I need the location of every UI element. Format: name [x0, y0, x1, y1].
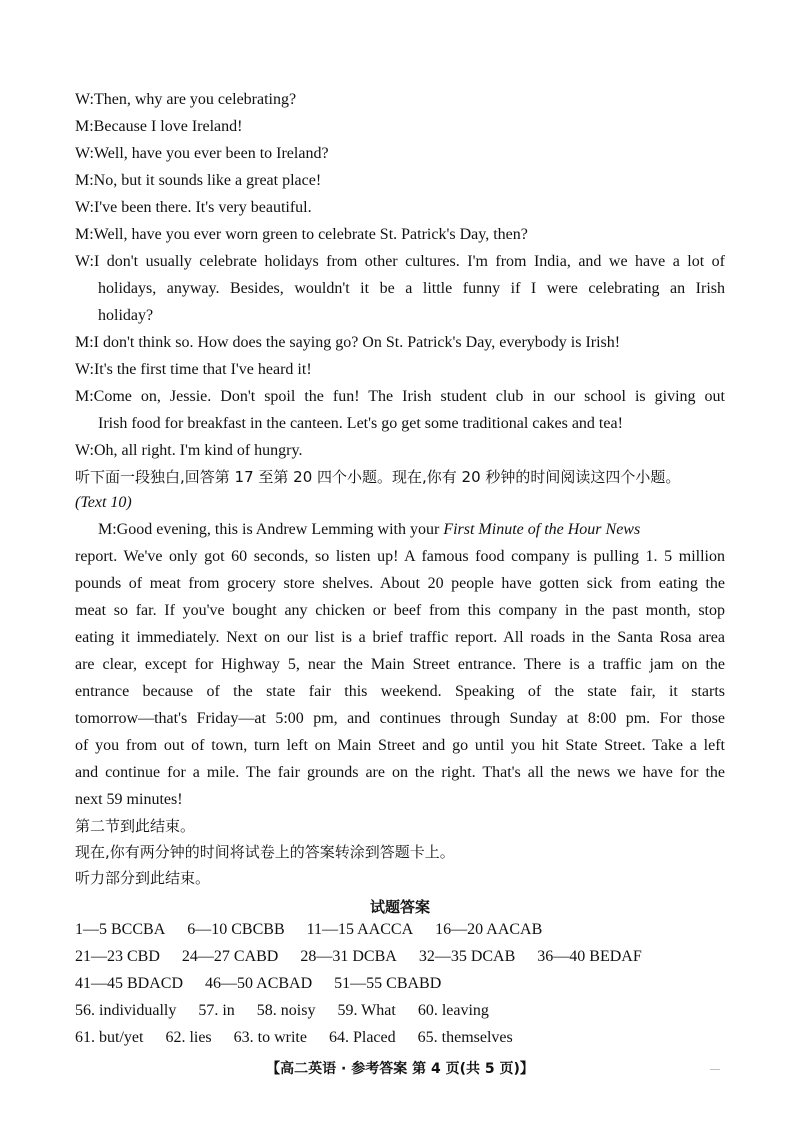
- answer-group: 28—31 DCBA: [300, 948, 397, 965]
- dialogue-line: W:Well, have you ever been to Ireland?: [75, 145, 329, 162]
- answers-title: 试题答案: [369, 898, 430, 916]
- answer-row: [75, 1001, 511, 1021]
- answer-item: 62. lies: [165, 1029, 212, 1046]
- page-footer: 【高二英语 · 参考答案 第 4 页(共 5 页)】: [266, 1061, 534, 1077]
- dialogue-line: W:I've been there. It's very beautiful.: [75, 199, 312, 216]
- dialogue-line: M:I don't think so. How does the saying go? On St. Patrick's Day, everybody is Irish!: [75, 334, 621, 351]
- monologue-line: next 59 minutes!: [75, 791, 183, 808]
- answer-group: 46—50 ACBAD: [205, 975, 313, 992]
- answer-row: [75, 920, 564, 940]
- monologue-line: tomorrow—that's Friday—at 5:00 pm, and continues through Sunday at 8:00 pm. For those: [75, 710, 725, 727]
- answer-item: 64. Placed: [328, 1029, 396, 1046]
- answer-item: 61. but/yet: [75, 1029, 144, 1046]
- monologue-line: are clear, except for Highway 5, near the Main Street entrance. There is a traffic jam on the: [75, 656, 725, 673]
- answer-group: 21—23 CBD: [75, 948, 160, 965]
- answer-group: 32—35 DCAB: [418, 948, 516, 965]
- answer-group: 16—20 AACAB: [435, 921, 543, 938]
- answer-item: 65. themselves: [417, 1029, 513, 1046]
- answer-item: 60. leaving: [417, 1002, 489, 1019]
- monologue-line: entrance because of the state fair this weekend. Speaking of the state fair, it starts: [75, 683, 725, 700]
- dialogue-line: M:Because I love Ireland!: [75, 118, 243, 135]
- news-title: First Minute of the Hour News: [443, 521, 641, 538]
- dialogue-line: W:I don't usually celebrate holidays from other cultures. I'm from India, and we have a lot of: [75, 253, 725, 270]
- monologue-start: M:Good evening, this is Andrew Lemming with your: [98, 521, 444, 538]
- answer-row: [75, 974, 463, 994]
- dialogue-line: holiday?: [98, 307, 154, 324]
- corner-mark: —: [710, 1064, 720, 1075]
- answer-group: 11—15 AACCA: [306, 921, 414, 938]
- listening-end-note: 听力部分到此结束。: [75, 869, 211, 887]
- monologue-line: pounds of meat from grocery store shelves. About 20 people have gotten sick from eating the: [75, 575, 725, 592]
- transfer-answers-note: 现在,你有两分钟的时间将试卷上的答案转涂到答题卡上。: [75, 843, 455, 861]
- answer-item: 56. individually: [75, 1002, 177, 1019]
- dialogue-line: holidays, anyway. Besides, wouldn't it be a little funny if I were celebrating an Irish: [98, 280, 725, 297]
- dialogue-line: M:Well, have you ever worn green to celebrate St. Patrick's Day, then?: [75, 226, 528, 243]
- dialogue-line: W:Oh, all right. I'm kind of hungry.: [75, 442, 303, 459]
- dialogue-line: W:Then, why are you celebrating?: [75, 91, 297, 108]
- text10-label: (Text 10): [75, 494, 132, 511]
- dialogue-line: Irish food for breakfast in the canteen. Let's go get some traditional cakes and tea!: [98, 415, 623, 432]
- answer-row: [75, 947, 664, 967]
- section-end-note: 第二节到此结束。: [75, 817, 196, 835]
- monologue-line: report. We've only got 60 seconds, so listen up! A famous food company is pulling 1. 5 million: [75, 548, 725, 565]
- answer-group: 51—55 CBABD: [334, 975, 442, 992]
- text10-instruction: 听下面一段独白,回答第 17 至第 20 四个小题。现在,你有 20 秒钟的时间阅读这四个小题。: [75, 468, 681, 486]
- monologue-line: of you from out of town, turn left on Main Street and go until you hit State Street. Take a left: [75, 737, 725, 754]
- dialogue-line: M:Come on, Jessie. Don't spoil the fun! The Irish student club in our school is giving out: [75, 388, 725, 405]
- answer-group: 1—5 BCCBA: [75, 921, 166, 938]
- answer-group: 6—10 CBCBB: [187, 921, 285, 938]
- answer-row: [75, 1028, 535, 1048]
- answer-group: 41—45 BDACD: [75, 975, 184, 992]
- monologue-line: and continue for a mile. The fair grounds are on the right. That's all the news we have for the: [75, 764, 725, 781]
- dialogue-line: W:It's the first time that I've heard it!: [75, 361, 312, 378]
- answer-item: 59. What: [337, 1002, 396, 1019]
- answer-item: 63. to write: [233, 1029, 307, 1046]
- monologue-first-line: [98, 520, 725, 540]
- answer-group: 24—27 CABD: [181, 948, 279, 965]
- dialogue-line: M:No, but it sounds like a great place!: [75, 172, 322, 189]
- answer-item: 58. noisy: [256, 1002, 316, 1019]
- answer-item: 57. in: [198, 1002, 235, 1019]
- monologue-line: meat so far. If you've bought any chicken or beef from this company in the past month, stop: [75, 602, 725, 619]
- answer-group: 36—40 BEDAF: [537, 948, 642, 965]
- monologue-line: eating it immediately. Next on our list is a brief traffic report. All roads in the Santa Rosa area: [75, 629, 725, 646]
